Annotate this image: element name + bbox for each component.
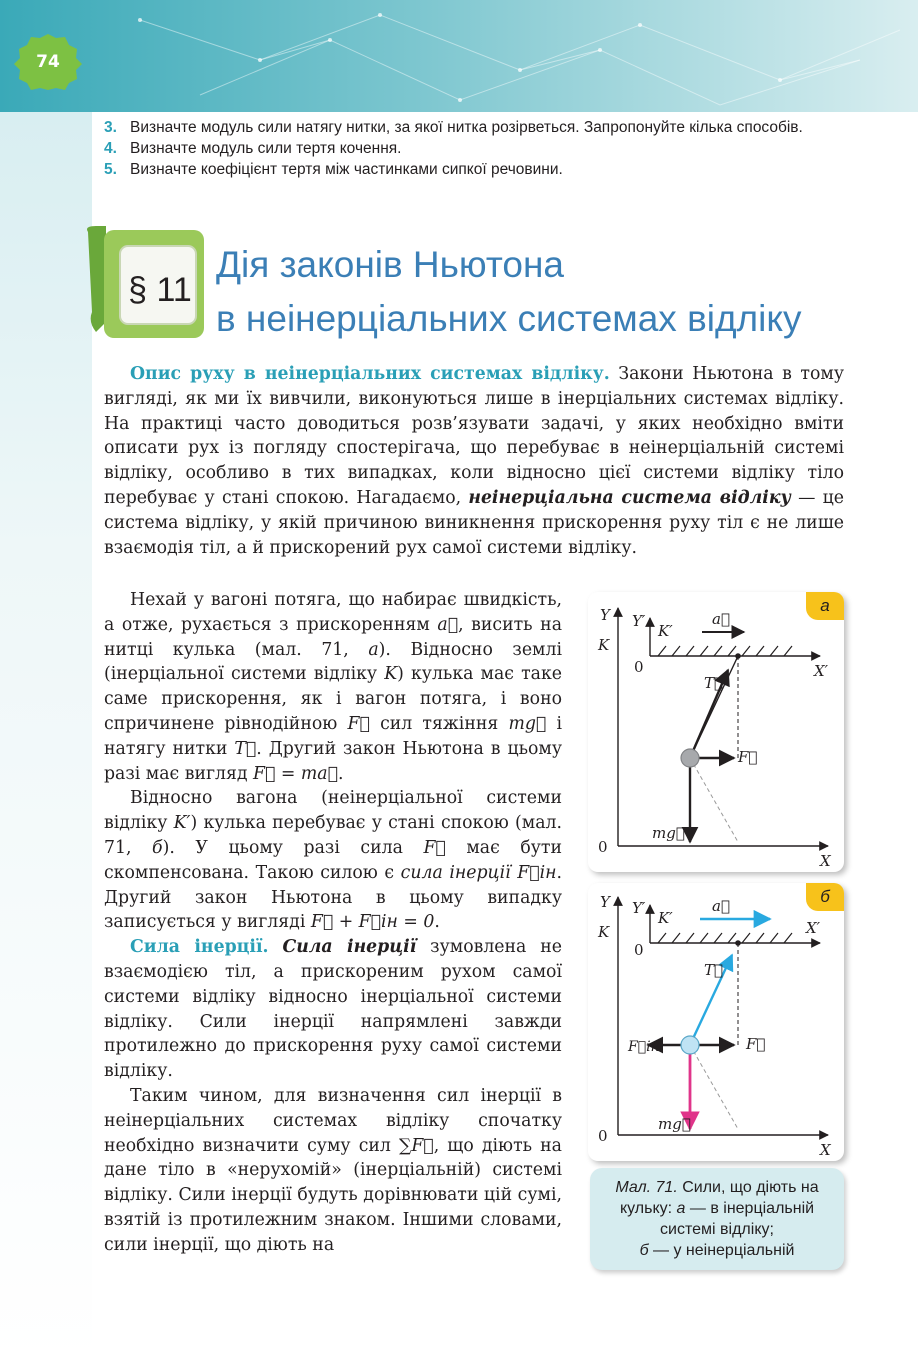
gravity-label: mg⃗	[652, 824, 685, 842]
axis-label-K-prime: K′	[658, 909, 673, 927]
axis-label-X-prime: X′	[814, 662, 829, 680]
paragraph-text: .	[434, 912, 440, 933]
paragraph	[104, 1084, 562, 1258]
task-text: Визначте коефіцієнт тертя між частинками сипкої речовини.	[130, 161, 563, 178]
caption-text: Сили, що діють на кульку:	[619, 1179, 819, 1217]
axis-label-X: X	[820, 1141, 831, 1159]
section-number: § 11	[128, 271, 192, 309]
origin-label-bottom: 0	[598, 1127, 608, 1145]
paragraph-text: Таким чином, для визначення сил інерції в неінерціальних системах відліку спочатку необхідно визначити суму сил	[104, 1085, 562, 1156]
tension-label: T⃗	[704, 961, 724, 979]
caption-text: — у неінерціальній	[648, 1242, 795, 1259]
term: неінерціальна система відліку	[468, 487, 791, 508]
paragraph-text: . Другий закон Ньютона в цьому разі має вигляд	[104, 738, 562, 784]
task-text: Визначте модуль сили тертя кочення.	[130, 140, 402, 157]
axis-label-Y-prime: Y′	[632, 899, 646, 917]
axis-label-Y: Y	[600, 893, 610, 911]
paragraph-text: Нехай у вагоні потяга, що набирає швидкість, а отже, рухається з прискоренням	[104, 590, 562, 635]
origin-label-top: 0	[634, 941, 644, 959]
text-column	[104, 588, 562, 1258]
math-symbol: T⃗	[234, 738, 257, 759]
math-formula: F⃗ + F⃗ін = 0	[310, 912, 435, 933]
ceiling-hatching	[658, 646, 792, 656]
axis-label-K-prime: K′	[658, 622, 673, 640]
figure-tag: а	[806, 592, 844, 620]
math-symbol: a⃗	[437, 614, 459, 635]
ball	[681, 1036, 699, 1054]
paragraph-text: , що діють на дане тіло в «нерухомій» (інерціальній) системі відліку. Сили інерції будуть дорівнювати цій сумі, взятій із протилежним знаком. Іншими словами, сили інерції, що діють на	[104, 1135, 562, 1255]
figure-71b-diagram	[588, 883, 844, 1161]
suspension-point	[735, 653, 741, 659]
task-number: 5.	[104, 161, 117, 178]
paragraph-text: . Другий закон Ньютона в цьому випадку записується у вигляді	[104, 862, 563, 933]
net-force-label: F⃗	[738, 748, 758, 766]
paragraph-text: ). Відносно землі (інерціальної системи відліку	[104, 639, 563, 685]
paragraph-text: .	[337, 763, 344, 784]
paragraph-text: сил тяжіння	[369, 713, 509, 734]
paragraph-text: , висить на нитці кулька (мал. 71,	[104, 614, 562, 660]
tension-label: T⃗	[704, 674, 724, 692]
math-symbol: K′	[173, 813, 191, 834]
axis-label-K: K	[598, 636, 610, 654]
section-title-line: Дія законів Ньютона	[216, 244, 564, 285]
axis-label-Y-prime: Y′	[632, 612, 646, 630]
section-title-line: в неінерціальних системах відліку	[216, 298, 802, 339]
paragraph-text: зумовлена не взаємодією тіл, а прискореним рухом самої системи відліку відносно інерціальної системи відліку. Сили інерції напрямлені завжди протилежно до прискорення руху самої системи відліку.	[104, 937, 562, 1082]
header-constellation-decoration	[0, 0, 918, 112]
paragraph-heading: Сила інерції.	[130, 937, 269, 958]
paragraph-text: і натягу нитки	[104, 713, 562, 759]
net-force-label: F⃗	[746, 1035, 766, 1053]
math-symbol: F⃗ін	[517, 862, 557, 883]
inertia-force-label: F⃗ін	[628, 1039, 660, 1055]
caption-ref: б	[639, 1242, 649, 1259]
math-symbol: mg⃗	[508, 713, 547, 734]
math-formula: ∑F⃗	[398, 1135, 434, 1156]
task-item	[104, 138, 852, 159]
caption-ref: а	[676, 1200, 686, 1217]
paragraph-text: має бути скомпенсована. Такою силою є	[104, 837, 562, 883]
task-text: Визначте модуль сили натягу нитки, за якої нитка розірветься. Запропонуйте кілька способів.	[130, 119, 803, 136]
axis-label-X-prime: X′	[806, 919, 821, 937]
origin-label-top: 0	[634, 658, 644, 676]
paragraph	[104, 786, 562, 935]
figure-caption	[590, 1168, 844, 1270]
figure-ref: а	[368, 639, 379, 660]
math-formula: F⃗ = ma⃗	[253, 763, 338, 784]
figure-71a-diagram	[588, 592, 844, 872]
axis-label-K: K	[598, 923, 610, 941]
paragraph-text: Закони Ньютона в тому вигляді, як ми їх вивчили, виконуються лише в інерціальних системах відліку. На практиці часто доводиться розв’язувати задачі, у яких необхідно вміти описати рух із погляду спостерігача, що перебуває в неінерціальній системі відліку, особливо в тих випадках, коли відносно цієї системи відліку тіло перебуває у стані спокою. Нагадаємо,	[104, 364, 844, 508]
term: сила інерції	[400, 862, 511, 883]
page-number: 74	[36, 52, 60, 72]
axis-label-X: X	[820, 852, 831, 870]
caption-label: Мал. 71.	[615, 1179, 678, 1196]
task-number: 4.	[104, 140, 117, 157]
paragraph-heading: Опис руху в неінерціальних системах відліку.	[130, 364, 610, 384]
figure-ref: б	[152, 837, 163, 858]
acceleration-label: a⃗	[712, 610, 730, 628]
axis-label-Y: Y	[600, 606, 610, 624]
math-symbol: K	[384, 664, 398, 685]
ceiling-hatching	[658, 933, 792, 943]
math-symbol: F⃗	[423, 837, 446, 858]
intro-paragraph	[104, 362, 844, 560]
gravity-label: mg⃗	[658, 1115, 691, 1133]
paragraph-text: Відносно вагона (неінерціальної системи відліку	[104, 788, 562, 834]
paragraph-text: ) кулька перебуває у стані спокою (мал. 71,	[104, 813, 562, 858]
section-title	[216, 238, 906, 346]
paragraph-text: — це система відліку, у якій причиною виникнення прискорення руху тіл є не лише взаємодія тіл, а й прискорений рух самої системи відліку.	[104, 487, 845, 558]
task-item	[104, 117, 852, 138]
caption-text: — в інерціальній системі відліку;	[660, 1200, 815, 1238]
figure-tag: б	[806, 883, 844, 911]
suspension-point	[735, 940, 741, 946]
task-list	[104, 117, 852, 180]
term: Сила інерції	[282, 937, 417, 958]
left-margin-band	[0, 112, 92, 1360]
task-item	[104, 159, 852, 180]
paragraph	[104, 588, 562, 786]
paragraph-text: ) кулька має таке саме прискорення, як і вагон потяга, і воно спричинене рівнодійною	[104, 664, 562, 734]
acceleration-label: a⃗	[712, 897, 730, 915]
origin-label-bottom: 0	[598, 838, 608, 856]
task-number: 3.	[104, 119, 117, 136]
ball	[681, 749, 699, 767]
math-symbol: F⃗	[347, 713, 370, 734]
paragraph-text: ). У цьому разі сила	[162, 837, 424, 858]
figure-71a	[588, 592, 844, 872]
figure-71b	[588, 883, 844, 1161]
paragraph	[104, 935, 562, 1084]
